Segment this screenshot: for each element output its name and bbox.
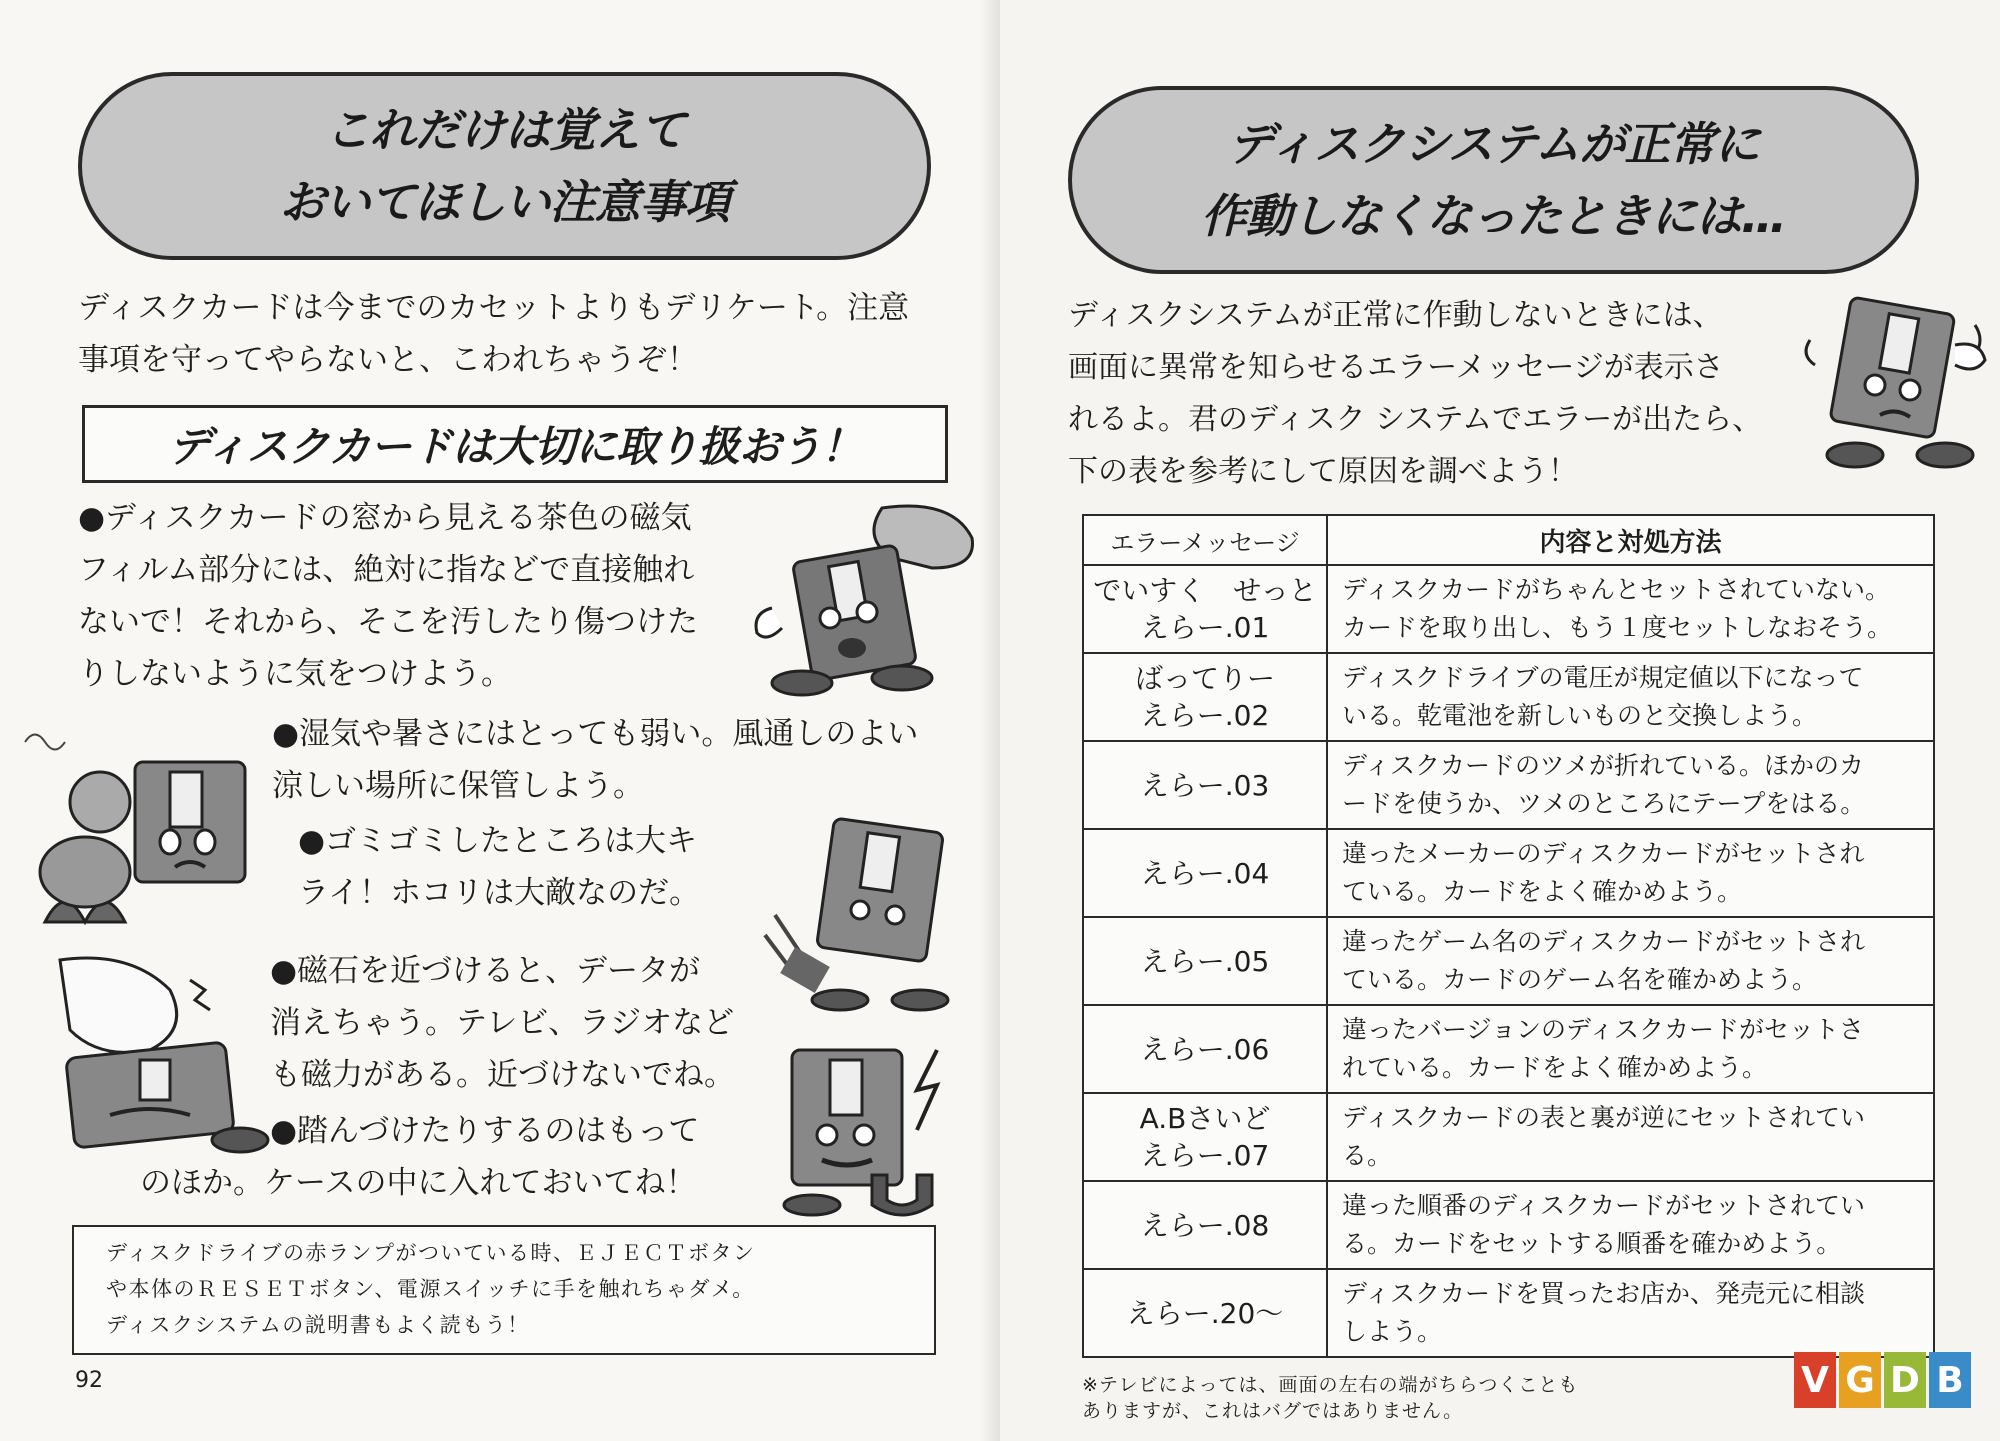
bullet-3: ●ゴミゴミしたところは大キ ライ！ホコリは大敵なのだ。: [298, 823, 701, 911]
watermark-letter: G: [1839, 1352, 1881, 1408]
right-title-line-2: 作動しなくなったときには…: [1201, 189, 1786, 243]
right-page: [1000, 0, 2000, 1441]
left-title-line-1: これだけは覚えて: [324, 103, 685, 157]
table-row: [1083, 653, 1934, 741]
disk-mascot-stepped-illustration: [0, 950, 270, 1170]
error-description: ディスクカードのツメが折れている。ほかのカ ードを使うか、ツメのところにテープをはる。: [1327, 741, 1934, 829]
right-title-banner: [1068, 86, 1919, 274]
disk-mascot-worried-illustration: [1795, 285, 1995, 485]
error-description: 違った順番のディスクカードがセットされてい る。カードをセットする順番を確かめよう。: [1327, 1181, 1934, 1269]
bullet-2: ●湿気や暑さにはとっても弱い。風通しのよい 涼しい場所に保管しよう。: [272, 716, 919, 804]
watermark-letter: B: [1929, 1352, 1971, 1408]
error-code: でいすく せっと えらー.01: [1083, 565, 1327, 653]
disk-mascot-heat-illustration: [5, 722, 275, 942]
left-title-line-2: おいてほしい注意事項: [279, 175, 730, 229]
bullet-4: ●磁石を近づけると、データが 消えちゃう。テレビ、ラジオなど も磁力がある。近づけないでね。: [270, 953, 735, 1093]
disk-mascot-magnet-illustration: [752, 1020, 992, 1230]
table-row: [1083, 1093, 1934, 1181]
table-row: [1083, 1269, 1934, 1357]
error-code: えらー.05: [1083, 917, 1327, 1005]
table-row: [1083, 829, 1934, 917]
header-error-message: エラーメッセージ: [1083, 515, 1327, 565]
error-description: 違ったメーカーのディスクカードがセットされ ている。カードをよく確かめよう。: [1327, 829, 1934, 917]
error-description: 違ったゲーム名のディスクカードがセットされ ている。カードのゲーム名を確かめよう。: [1327, 917, 1934, 1005]
right-intro: ディスクシステムが正常に作動しないときには、 画面に異常を知らせるエラーメッセージが表示さ れるよ。君のディスク システムでエラーが出たら、 下の表を参考にして原因を調べよう！: [1068, 298, 1763, 489]
page-number: 92: [75, 1368, 103, 1393]
error-description: ディスクカードを買ったお店か、発売元に相談 しよう。: [1327, 1269, 1934, 1357]
vgdb-watermark-logo: [1794, 1352, 1971, 1408]
bullet-1: ●ディスクカードの窓から見える茶色の磁気 フィルム部分には、絶対に指などで直接触れ ないで！それから、そこを汚したり傷つけた りしないように気をつけよう。: [78, 500, 698, 692]
error-message-table: [1082, 514, 1935, 1358]
disk-mascot-dust-illustration: [745, 815, 985, 1020]
table-row: [1083, 1181, 1934, 1269]
error-description: ディスクドライブの電圧が規定値以下になって いる。乾電池を新しいものと交換しよう。: [1327, 653, 1934, 741]
error-code: A.Bさいど えらー.07: [1083, 1093, 1327, 1181]
left-title-banner: [78, 72, 931, 260]
caution-note-box: ディスクドライブの赤ランプがついている時、ＥＪＥＣＴボタン や本体のＲＥＳＥＴボタン、電源スイッチに手を触れちゃダメ。 ディスクシステムの説明書もよく読もう！: [72, 1225, 936, 1355]
error-code: えらー.03: [1083, 741, 1327, 829]
left-subheading: ディスクカードは大切に取り扱おう！: [82, 405, 948, 483]
table-header-row: [1083, 515, 1934, 565]
watermark-letter: D: [1884, 1352, 1926, 1408]
error-description: 違ったバージョンのディスクカードがセットさ れている。カードをよく確かめよう。: [1327, 1005, 1934, 1093]
table-row: [1083, 565, 1934, 653]
error-code: ばってりー えらー.02: [1083, 653, 1327, 741]
bullet-5: ●踏んづけたりするのはもって のほか。ケースの中に入れておいてね！: [140, 1113, 700, 1201]
disk-mascot-finger-illustration: [742, 498, 982, 698]
table-row: [1083, 1005, 1934, 1093]
table-row: [1083, 741, 1934, 829]
error-code: えらー.04: [1083, 829, 1327, 917]
left-intro: ディスクカードは今までのカセットよりもデリケート。注意 事項を守ってやらないと、こわれちゃうぞ！: [78, 290, 910, 378]
error-description: ディスクカードの表と裏が逆にセットされてい る。: [1327, 1093, 1934, 1181]
error-code: えらー.06: [1083, 1005, 1327, 1093]
right-title-line-1: ディスクシステムが正常に: [1227, 117, 1760, 171]
table-row: [1083, 917, 1934, 1005]
error-code: えらー.08: [1083, 1181, 1327, 1269]
footnote: ※テレビによっては、画面の左右の端がちらつくことも ありますが、これはバグではありません。: [1082, 1374, 1579, 1422]
error-description: ディスクカードがちゃんとセットされていない。 カードを取り出し、もう１度セットしなおそう。: [1327, 565, 1934, 653]
error-code: えらー.20～: [1083, 1269, 1327, 1357]
watermark-letter: V: [1794, 1352, 1836, 1408]
header-content-remedy: 内容と対処方法: [1327, 515, 1934, 565]
